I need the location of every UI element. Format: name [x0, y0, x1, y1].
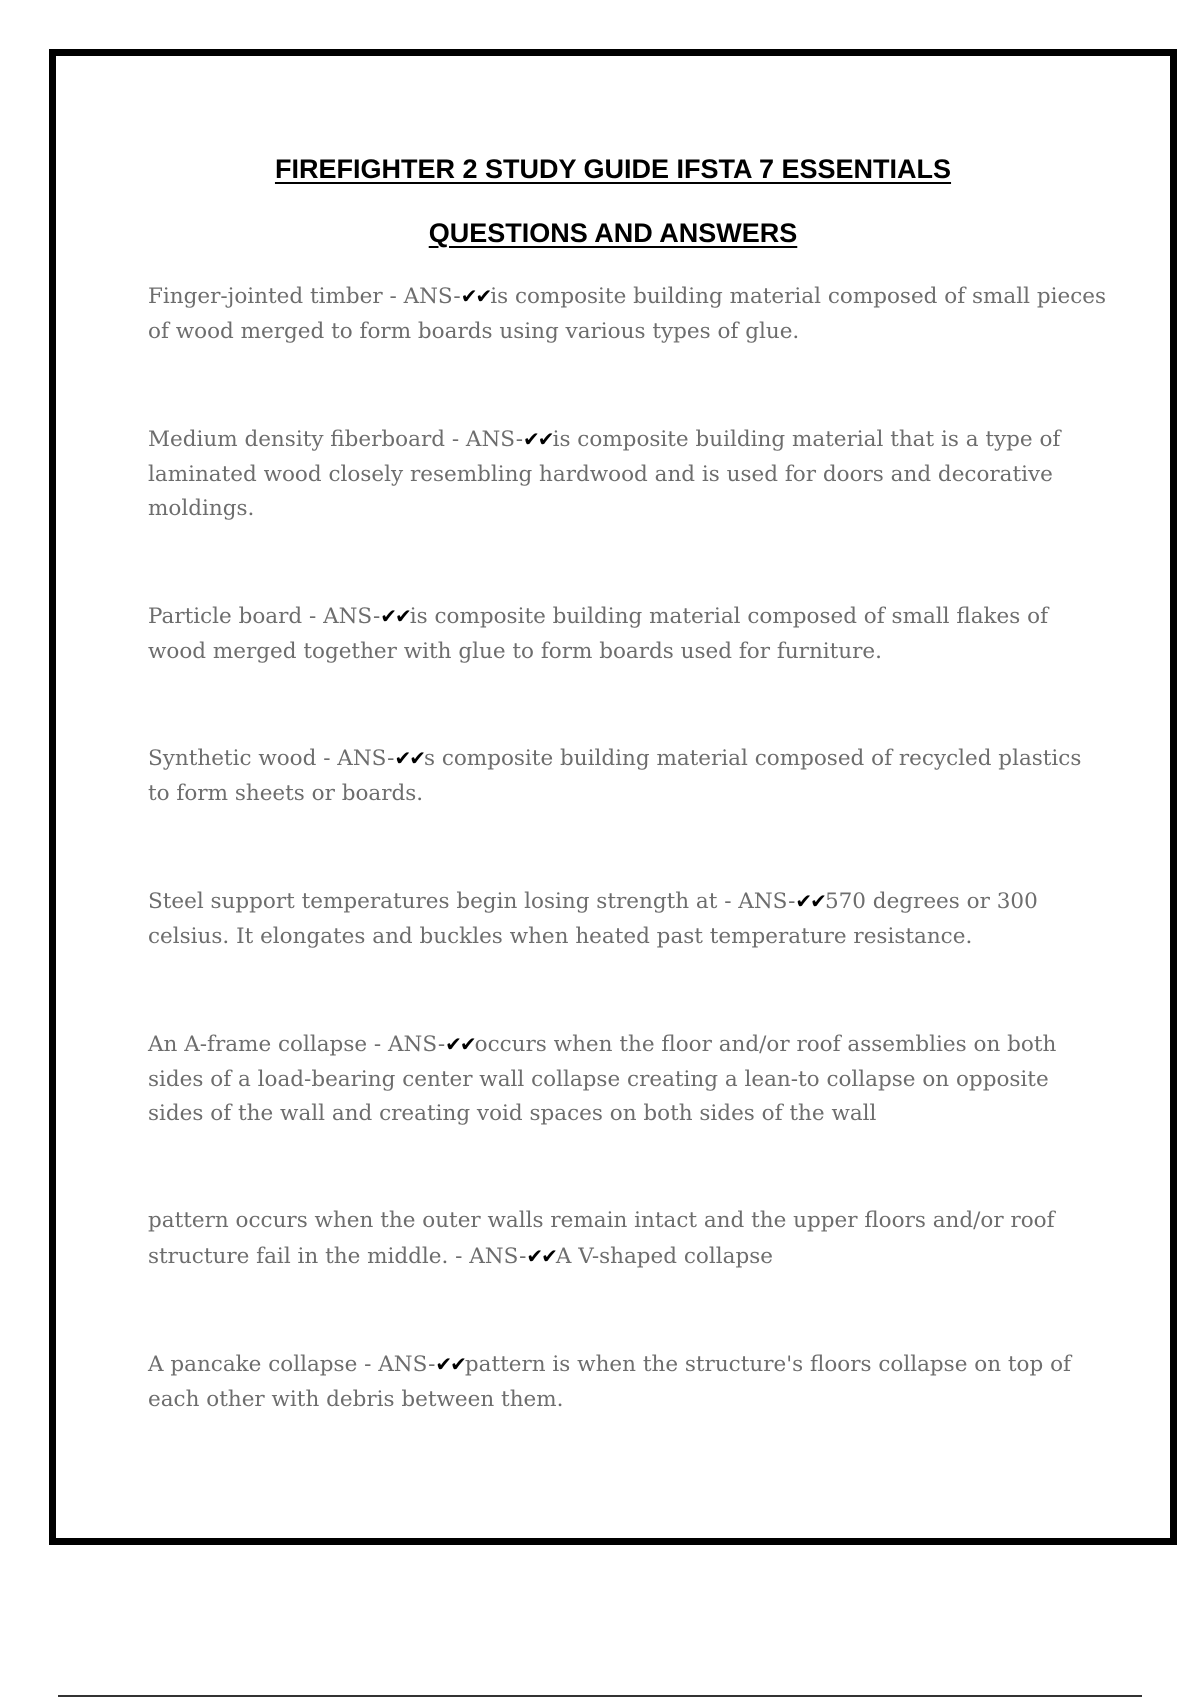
answer-check-icon: ✔✔: [435, 1352, 465, 1376]
answer-check-icon: ✔✔: [445, 1032, 475, 1056]
answer-check-icon: ✔✔: [523, 427, 553, 451]
document-subtitle: QUESTIONS AND ANSWERS: [428, 218, 798, 248]
answer-check-icon: ✔✔: [460, 284, 491, 308]
qa-item-v-shaped-collapse: pattern occurs when the outer walls remain intact and the upper floors and/or roof structure fail in the middle. - ANS-✔✔A V-shaped collapse: [148, 1208, 1055, 1269]
answer-check-icon: ✔✔: [394, 746, 424, 770]
bottom-divider: [58, 1695, 1142, 1697]
qa-item-medium-density-fiberboard: Medium density fiberboard - ANS-✔✔is composite building material that is a type of laminated wood closely resembling hardwood and is used for doors and decorative moldings.: [148, 427, 1061, 521]
answer-check-icon: ✔✔: [526, 1243, 556, 1268]
qa-item-synthetic-wood: Synthetic wood - ANS-✔✔s composite building material composed of recycled plastics to form sheets or boards.: [148, 746, 1082, 806]
qa-item-a-frame-collapse: An A-frame collapse - ANS-✔✔occurs when the floor and/or roof assemblies on both sides of a load-bearing center wall collapse creating a lean-to collapse on opposite sides of the wall and creating void spaces on both sides of the wall: [148, 1032, 1057, 1126]
document-title: FIREFIGHTER 2 STUDY GUIDE IFSTA 7 ESSENTIALS: [274, 154, 952, 184]
qa-item-particle-board: Particle board - ANS-✔✔is composite building material composed of small flakes of wood merged together with glue to form boards used for furniture.: [148, 604, 1049, 664]
answer-check-icon: ✔✔: [795, 889, 825, 913]
qa-item-finger-jointed-timber: Finger-jointed timber - ANS-✔✔is composite building material composed of small pieces of wood merged to form boards using various types of glue.: [148, 284, 1106, 344]
qa-item-steel-support-temperatures: Steel support temperatures begin losing strength at - ANS-✔✔570 degrees or 300 celsius. It elongates and buckles when heated past temperature resistance.: [148, 889, 1038, 949]
qa-item-pancake-collapse: A pancake collapse - ANS-✔✔pattern is when the structure's floors collapse on top of each other with debris between them.: [148, 1352, 1071, 1412]
answer-check-icon: ✔✔: [380, 604, 410, 628]
page-border: [49, 49, 1177, 1545]
